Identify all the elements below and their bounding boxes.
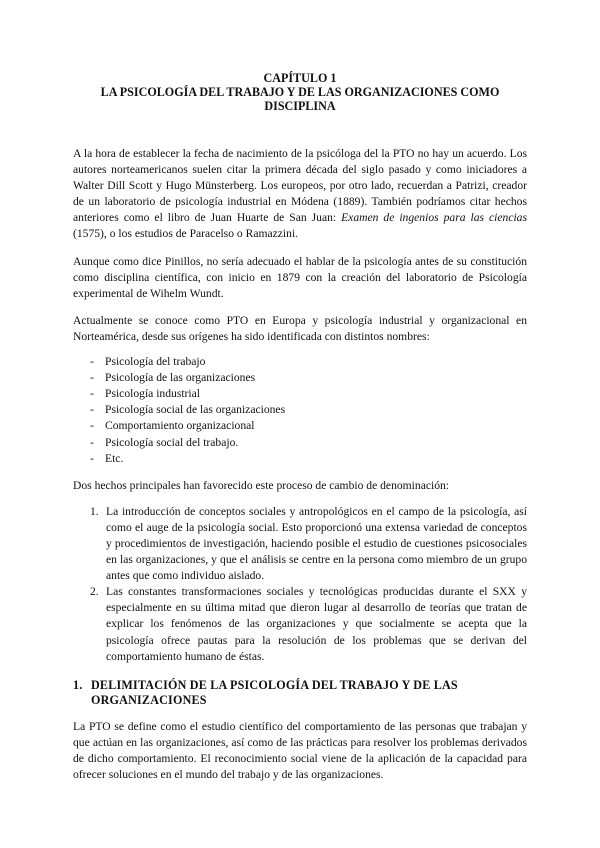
list-item: - Comportamiento organizacional xyxy=(73,418,527,434)
chapter-title-line-2: DISCIPLINA xyxy=(264,99,336,113)
document-body xyxy=(73,71,527,783)
section-heading: 1. DELIMITACIÓN DE LA PSICOLOGÍA DEL TRABAJO Y DE LAS ORGANIZACIONES xyxy=(73,678,527,708)
chapter-number: CAPÍTULO 1 xyxy=(263,71,337,85)
paragraph-names-intro: Actualmente se conoce como PTO en Europa y psicología industrial y organizacional en Norteamérica, desde sus orígenes ha sido identificada con distintos nombres: xyxy=(73,313,527,343)
paragraph-facts-intro: Dos hechos principales han favorecido este proceso de cambio de denominación: xyxy=(73,478,450,492)
list-item: 2. Las constantes transformaciones sociales y tecnológicas producidas durante el SXX y especialmente en su última mitad que dieron lugar al desarrollo de teorías que tratan de explicar los fenómenos de las organizaciones y que socialmente se acepta que la psicología ofrece pautas para la resolución de los problemas que se derivan del comportamiento humano de éstas. xyxy=(90,585,527,663)
facts-list xyxy=(73,504,527,665)
names-list xyxy=(73,354,527,467)
paragraph-pinillos: Aunque como dice Pinillos, no sería adecuado el hablar de la psicología antes de su constitución como disciplina científica, con inicio en 1879 con la creación del laboratorio de Psicología experimental de Wihelm Wundt. xyxy=(73,254,527,300)
paragraph-origins: A la hora de establecer la fecha de nacimiento de la psicóloga del la PTO no hay un acuerdo. Los autores norteamericanos suelen citar la primera década del siglo pasado y como iniciadores a Walter Dill Scott y Hugo Münsterberg. Los europeos, por otro lado, recuerdan a Patrizi, creador de un laboratorio de psicología industrial en Módena (1889). También podríamos citar hechos anteriores como el libro de Juan Huarte de San Juan: Examen de ingenios para las ciencias (1575), o los estudios de Paracelso o Ramazzini. xyxy=(73,147,527,241)
list-item: 1. La introducción de conceptos sociales y antropológicos en el campo de la psicología, así como el auge de la psicología social. Esto proporcionó una extensa variedad de conceptos y procedimientos de investigación, haciendo posible el estudio de cuestiones psicosociales en las organizaciones, y que el análisis se centre en la persona como miembro de un grupo antes que como individuo aislado. xyxy=(90,504,527,583)
chapter-title-line-1: LA PSICOLOGÍA DEL TRABAJO Y DE LAS ORGANIZACIONES COMO xyxy=(100,85,500,99)
section-title-line-2: ORGANIZACIONES xyxy=(91,692,207,707)
list-item: - Psicología del trabajo xyxy=(73,354,527,370)
book-title: Examen de ingenios para las ciencias xyxy=(341,211,527,225)
list-item: - Etc. xyxy=(73,451,527,467)
paragraph-definition: La PTO se define como el estudio científico del comportamiento de las personas que trabajan y que actúan en las organizaciones, así como de las prácticas para resolver los problemas derivados de dicho comportamiento. El reconocimiento social viene de la aplicación de la capacidad para ofrecer soluciones en el mundo del trabajo y de las organizaciones. xyxy=(73,719,527,781)
list-item: - Psicología social de las organizaciones xyxy=(73,402,527,418)
list-item: - Psicología industrial xyxy=(73,386,527,402)
list-item: - Psicología de las organizaciones xyxy=(73,370,527,386)
section-title-line-1: DELIMITACIÓN DE LA PSICOLOGÍA DEL TRABAJO Y DE LAS xyxy=(91,677,458,692)
list-item: - Psicología social del trabajo. xyxy=(73,435,527,451)
chapter-heading xyxy=(73,71,527,113)
